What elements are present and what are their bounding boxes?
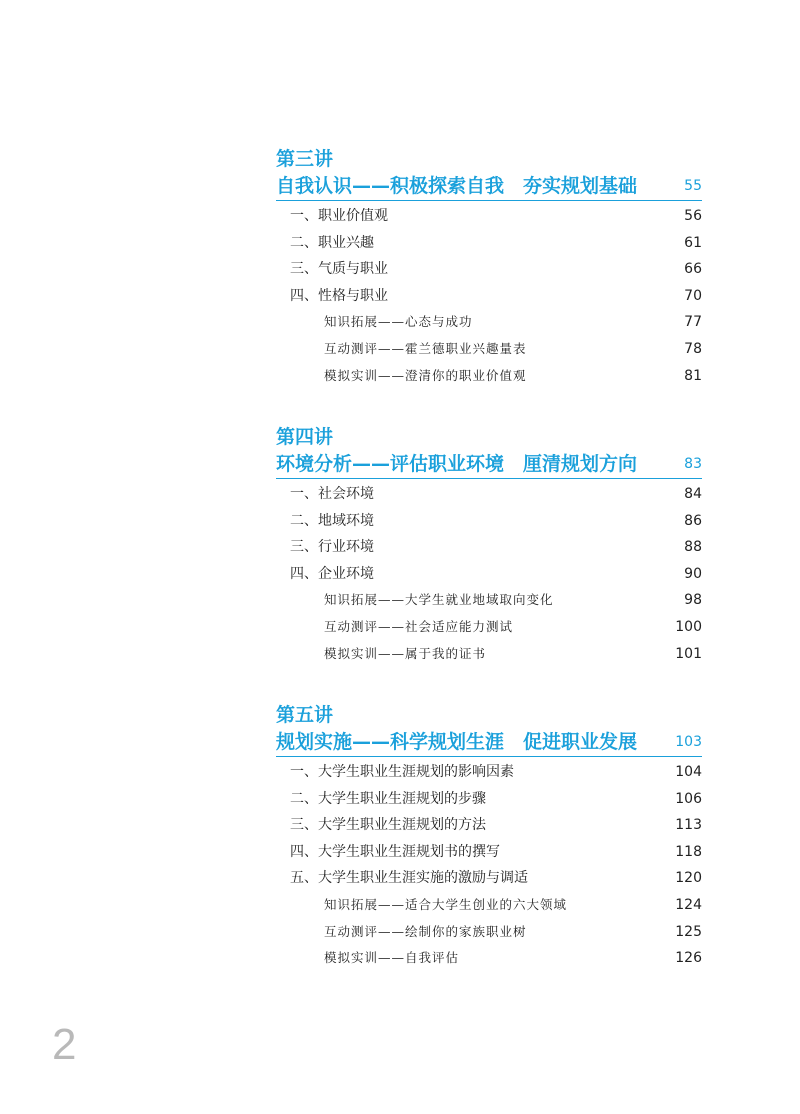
entry-page: 118 (675, 843, 702, 860)
chapter-3 (276, 146, 702, 389)
toc-entry[interactable] (276, 812, 702, 839)
entry-label: 二、地域环境 (290, 512, 374, 529)
entry-page: 90 (684, 565, 702, 582)
entry-label: 互动测评——绘制你的家族职业树 (324, 923, 527, 939)
toc-entry[interactable] (276, 759, 702, 786)
entry-label: 三、大学生职业生涯规划的方法 (290, 817, 486, 834)
entry-page: 100 (675, 618, 702, 635)
chapter-4 (276, 424, 702, 667)
entry-page: 124 (675, 896, 702, 913)
toc-entry[interactable] (276, 865, 702, 892)
toc-subentry[interactable] (276, 363, 702, 390)
toc-entry[interactable] (276, 839, 702, 866)
chapter-number: 第五讲 (276, 704, 334, 726)
toc-entry[interactable] (276, 786, 702, 813)
toc-entry[interactable] (276, 481, 702, 508)
toc-subentry[interactable] (276, 336, 702, 363)
entry-page: 56 (684, 208, 702, 224)
entry-page: 125 (675, 923, 702, 940)
toc-entry[interactable] (276, 283, 702, 310)
chapter-5 (276, 702, 702, 972)
page-number: 2 (52, 1020, 77, 1069)
entry-label: 知识拓展——大学生就业地域取向变化 (324, 592, 554, 608)
entry-page: 81 (684, 367, 702, 384)
chapter-page: 83 (684, 456, 702, 472)
entry-label: 互动测评——霍兰德职业兴趣量表 (324, 340, 527, 356)
entry-label: 模拟实训——澄清你的职业价值观 (324, 367, 527, 383)
toc-entries (276, 759, 702, 972)
entry-page: 98 (684, 592, 702, 609)
entry-label: 一、大学生职业生涯规划的影响因素 (290, 764, 514, 780)
toc-entries (276, 481, 702, 667)
entry-label: 模拟实训——自我评估 (324, 950, 460, 966)
entry-label: 知识拓展——心态与成功 (324, 314, 473, 330)
toc-entry[interactable] (276, 203, 702, 230)
entry-label: 四、企业环境 (290, 565, 374, 582)
toc-entry[interactable] (276, 508, 702, 535)
entry-page: 61 (684, 234, 702, 251)
entry-label: 四、性格与职业 (290, 287, 388, 304)
entry-label: 一、社会环境 (290, 486, 374, 502)
entry-label: 互动测评——社会适应能力测试 (324, 618, 514, 634)
chapter-title-row[interactable] (276, 172, 702, 201)
toc-subentry[interactable] (276, 587, 702, 614)
chapter-number: 第四讲 (276, 426, 334, 448)
chapter-page: 103 (675, 734, 702, 750)
entry-label: 五、大学生职业生涯实施的激励与调适 (290, 870, 528, 887)
chapter-number: 第三讲 (276, 148, 334, 170)
toc-subentry[interactable] (276, 614, 702, 641)
toc-subentry[interactable] (276, 309, 702, 336)
toc-entry[interactable] (276, 534, 702, 561)
toc-entry[interactable] (276, 561, 702, 588)
toc-subentry[interactable] (276, 945, 702, 972)
chapter-title: 自我认识——积极探索自我 夯实规划基础 (276, 175, 638, 197)
entry-label: 知识拓展——适合大学生创业的六大领域 (324, 896, 568, 912)
toc-subentry[interactable] (276, 641, 702, 668)
chapter-title-row[interactable] (276, 450, 702, 479)
entry-page: 113 (675, 817, 702, 834)
entry-page: 77 (684, 314, 702, 331)
entry-page: 120 (675, 870, 702, 887)
entry-page: 104 (675, 764, 702, 780)
entry-page: 101 (675, 645, 702, 662)
entry-label: 三、气质与职业 (290, 261, 388, 278)
toc-entries (276, 203, 702, 389)
chapter-title: 环境分析——评估职业环境 厘清规划方向 (276, 453, 638, 475)
entry-page: 106 (675, 790, 702, 807)
entry-page: 84 (684, 486, 702, 502)
entry-label: 二、大学生职业生涯规划的步骤 (290, 790, 486, 807)
entry-page: 70 (684, 287, 702, 304)
toc-subentry[interactable] (276, 892, 702, 919)
toc-subentry[interactable] (276, 919, 702, 946)
entry-label: 模拟实训——属于我的证书 (324, 645, 487, 661)
chapter-title: 规划实施——科学规划生涯 促进职业发展 (276, 731, 638, 753)
chapter-page: 55 (684, 178, 702, 194)
entry-label: 二、职业兴趣 (290, 234, 374, 251)
entry-label: 三、行业环境 (290, 539, 374, 556)
toc-entry[interactable] (276, 230, 702, 257)
entry-page: 78 (684, 340, 702, 357)
entry-page: 88 (684, 539, 702, 556)
toc-entry[interactable] (276, 256, 702, 283)
chapter-title-row[interactable] (276, 728, 702, 757)
entry-page: 66 (684, 261, 702, 278)
entry-label: 一、职业价值观 (290, 208, 388, 224)
entry-page: 86 (684, 512, 702, 529)
entry-label: 四、大学生职业生涯规划书的撰写 (290, 843, 500, 860)
entry-page: 126 (675, 950, 702, 967)
